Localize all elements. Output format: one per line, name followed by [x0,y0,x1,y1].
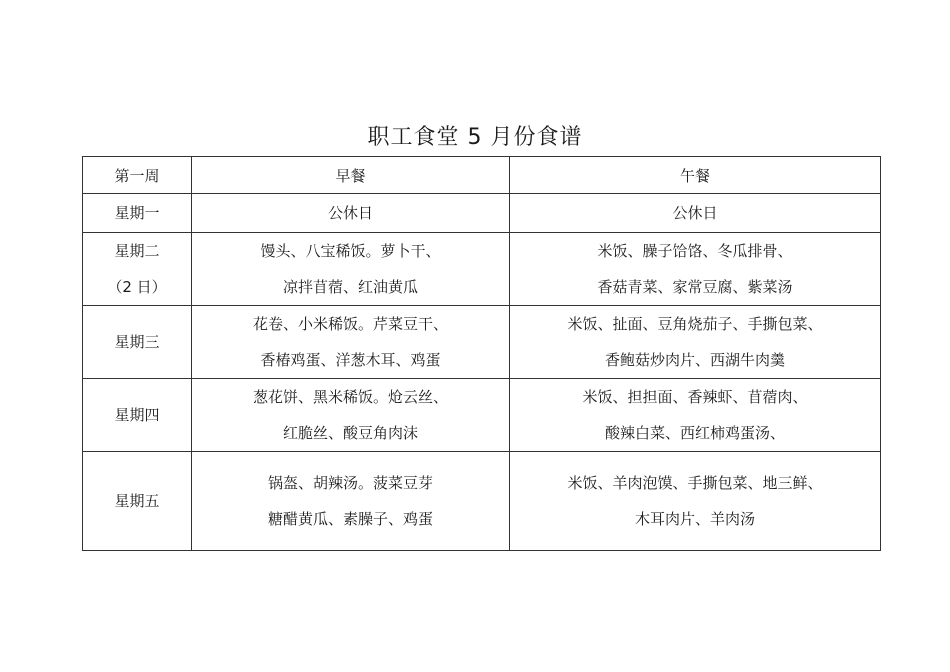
day-label: 星期二 [114,242,160,260]
lunch-text: 米饭、臊子饸饹、冬瓜排骨、 [597,242,793,260]
page-title: 职工食堂 5 月份食谱 [367,125,583,150]
lunch-text: 公休日 [672,204,718,222]
day-cell [83,379,192,452]
day-label: 星期五 [114,492,160,510]
table-row [83,194,881,233]
breakfast-text: 锅盔、胡辣汤。菠菜豆芽 [267,474,433,492]
lunch-text: 米饭、羊肉泡馍、手撕包菜、地三鲜、 [567,474,823,492]
breakfast-cell [192,452,510,551]
lunch-cell [510,194,881,233]
day-label: 星期四 [114,406,160,424]
day-label: 星期一 [114,204,160,222]
lunch-text: 米饭、担担面、香辣虾、苜蓿肉、 [582,388,808,406]
table-row [83,306,881,379]
breakfast-text: 花卷、小米稀饭。芹菜豆干、 [252,315,448,333]
breakfast-cell [192,306,510,379]
lunch-cell [510,379,881,452]
table-row [83,452,881,551]
day-label: 星期三 [114,333,160,351]
day-cell [83,233,192,306]
table-row [83,379,881,452]
breakfast-cell [192,379,510,452]
lunch-cell [510,306,881,379]
breakfast-text: 红脆丝、酸豆角肉沫 [282,424,418,442]
lunch-text: 米饭、扯面、豆角烧茄子、手撕包菜、 [567,315,823,333]
breakfast-text: 糖醋黄瓜、素臊子、鸡蛋 [267,510,433,528]
day-cell [83,452,192,551]
header-row [83,157,881,194]
menu-table [82,156,881,551]
breakfast-text: 馒头、八宝稀饭。萝卜干、 [260,242,441,260]
breakfast-cell [192,194,510,233]
breakfast-text: 葱花饼、黑米稀饭。炝云丝、 [252,388,448,406]
header-breakfast: 早餐 [192,157,510,194]
breakfast-cell [192,233,510,306]
day-cell [83,306,192,379]
header-lunch: 午餐 [510,157,881,194]
lunch-cell [510,233,881,306]
header-week: 第一周 [83,157,192,194]
lunch-text: 香菇青菜、家常豆腐、紫菜汤 [597,278,793,296]
lunch-text: 香鲍菇炒肉片、西湖牛肉羹 [604,351,785,369]
table-row [83,233,881,306]
lunch-text: 酸辣白菜、西红柿鸡蛋汤、 [604,424,785,442]
lunch-text: 木耳肉片、羊肉汤 [634,510,755,528]
breakfast-text: 凉拌苜蓿、红油黄瓜 [282,278,418,296]
day-cell [83,194,192,233]
breakfast-text: 公休日 [327,204,373,222]
day-date: （2 日） [107,278,167,296]
lunch-cell [510,452,881,551]
breakfast-text: 香椿鸡蛋、洋葱木耳、鸡蛋 [260,351,441,369]
